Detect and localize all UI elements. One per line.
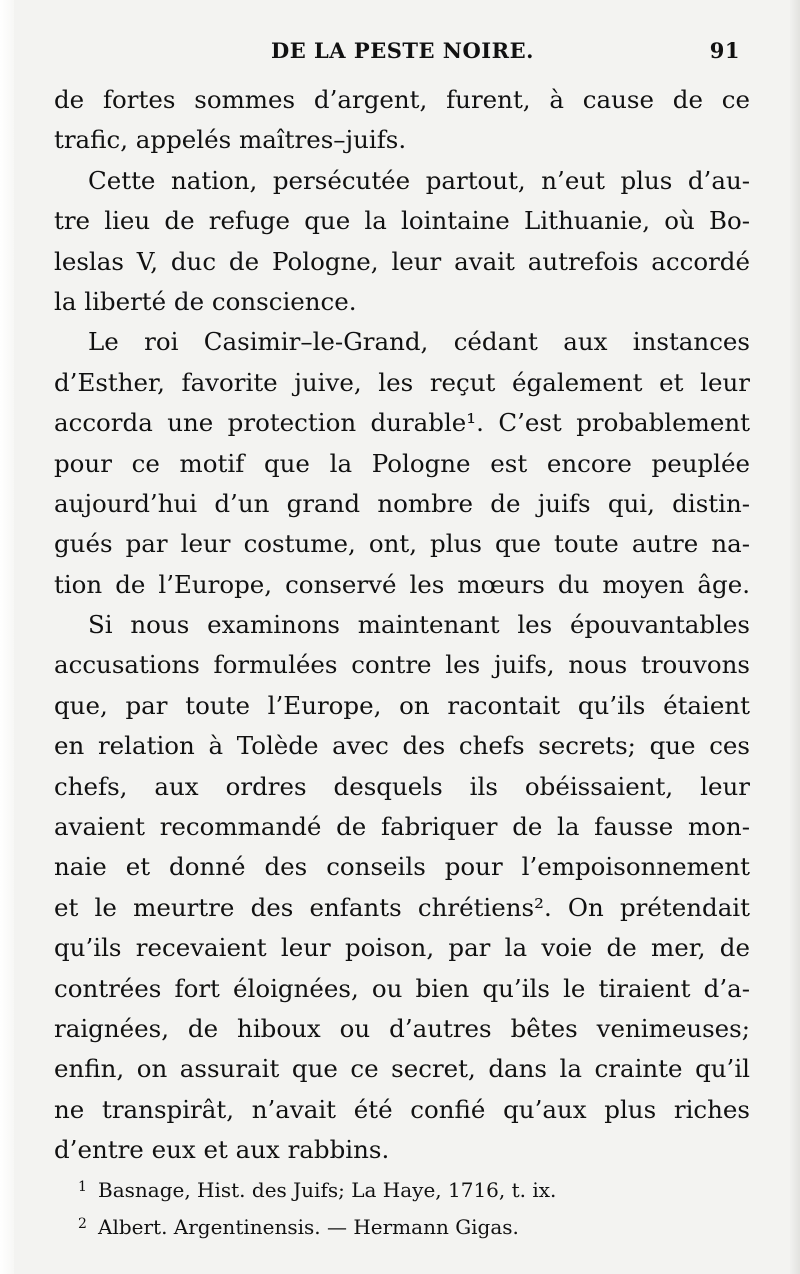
footnote-text: Albert. Argentinensis. — Hermann Gigas. [98,1215,519,1239]
footnotes [78,1170,678,1244]
text-line: accorda une protection durable¹. C’est probablement [54,408,750,438]
text-line: tre lieu de refuge que la lointaine Lithuanie, où Bo- [54,206,750,236]
text-line: avaient recommandé de fabriquer de la fausse mon- [54,812,750,842]
text-line: la liberté de conscience. [54,286,357,316]
text-line: d’Esther, favorite juive, les reçut également et leur [54,367,750,397]
text-line: accusations formulées contre les juifs, nous trouvons [54,650,750,680]
text-line: qu’ils recevaient leur poison, par la voie de mer, de [54,933,750,963]
text-line: Cette nation, persécutée partout, n’eut plus d’au- [88,165,750,195]
text-line: et le meurtre des enfants chrétiens². On prétendait [54,892,750,922]
text-line: leslas V, duc de Pologne, leur avait autrefois accordé [54,246,750,276]
page-right-edge-shadow [790,0,800,1274]
text-line: contrées fort éloignées, ou bien qu’ils le tiraient d’a- [54,973,750,1003]
page-number: 91 [709,38,740,63]
footnote-text: Basnage, Hist. des Juifs; La Haye, 1716, t. ix. [98,1178,557,1202]
text-line: en relation à Tolède avec des chefs secrets; que ces [54,731,750,761]
page-left-margin [0,0,14,1274]
text-line: Si nous examinons maintenant les épouvantables [88,610,750,640]
text-line: pour ce motif que la Pologne est encore peuplée [54,448,750,478]
footnote [78,1170,678,1207]
text-line: tion de l’Europe, conservé les mœurs du moyen âge. [54,569,750,599]
running-head: DE LA PESTE NOIRE. [271,38,534,63]
text-line: ne transpirât, n’avait été confié qu’aux plus riches [54,1094,750,1124]
footnote-mark: 2 [78,1216,87,1232]
text-line: raignées, de hiboux ou d’autres bêtes venimeuses; [54,1013,750,1043]
footnote-mark: 1 [78,1179,87,1195]
text-line: Le roi Casimir–le-Grand, cédant aux instances [88,327,750,357]
text-line: enfin, on assurait que ce secret, dans la crainte qu’il [54,1054,750,1084]
page-header [54,38,740,70]
footnote [78,1207,678,1244]
body-text [54,80,750,1171]
text-line: que, par toute l’Europe, on racontait qu’ils étaient [54,690,750,720]
text-line: chefs, aux ordres desquels ils obéissaient, leur [54,771,750,801]
text-line: aujourd’hui d’un grand nombre de juifs qui, distin- [54,488,750,518]
text-line: de fortes sommes d’argent, furent, à cause de ce [54,85,750,114]
text-line: gués par leur costume, ont, plus que toute autre na- [54,529,750,559]
text-line: d’entre eux et aux rabbins. [54,1135,390,1165]
text-line: naie et donné des conseils pour l’empoisonnement [54,852,750,882]
text-line: trafic, appelés maîtres–juifs. [54,125,407,155]
